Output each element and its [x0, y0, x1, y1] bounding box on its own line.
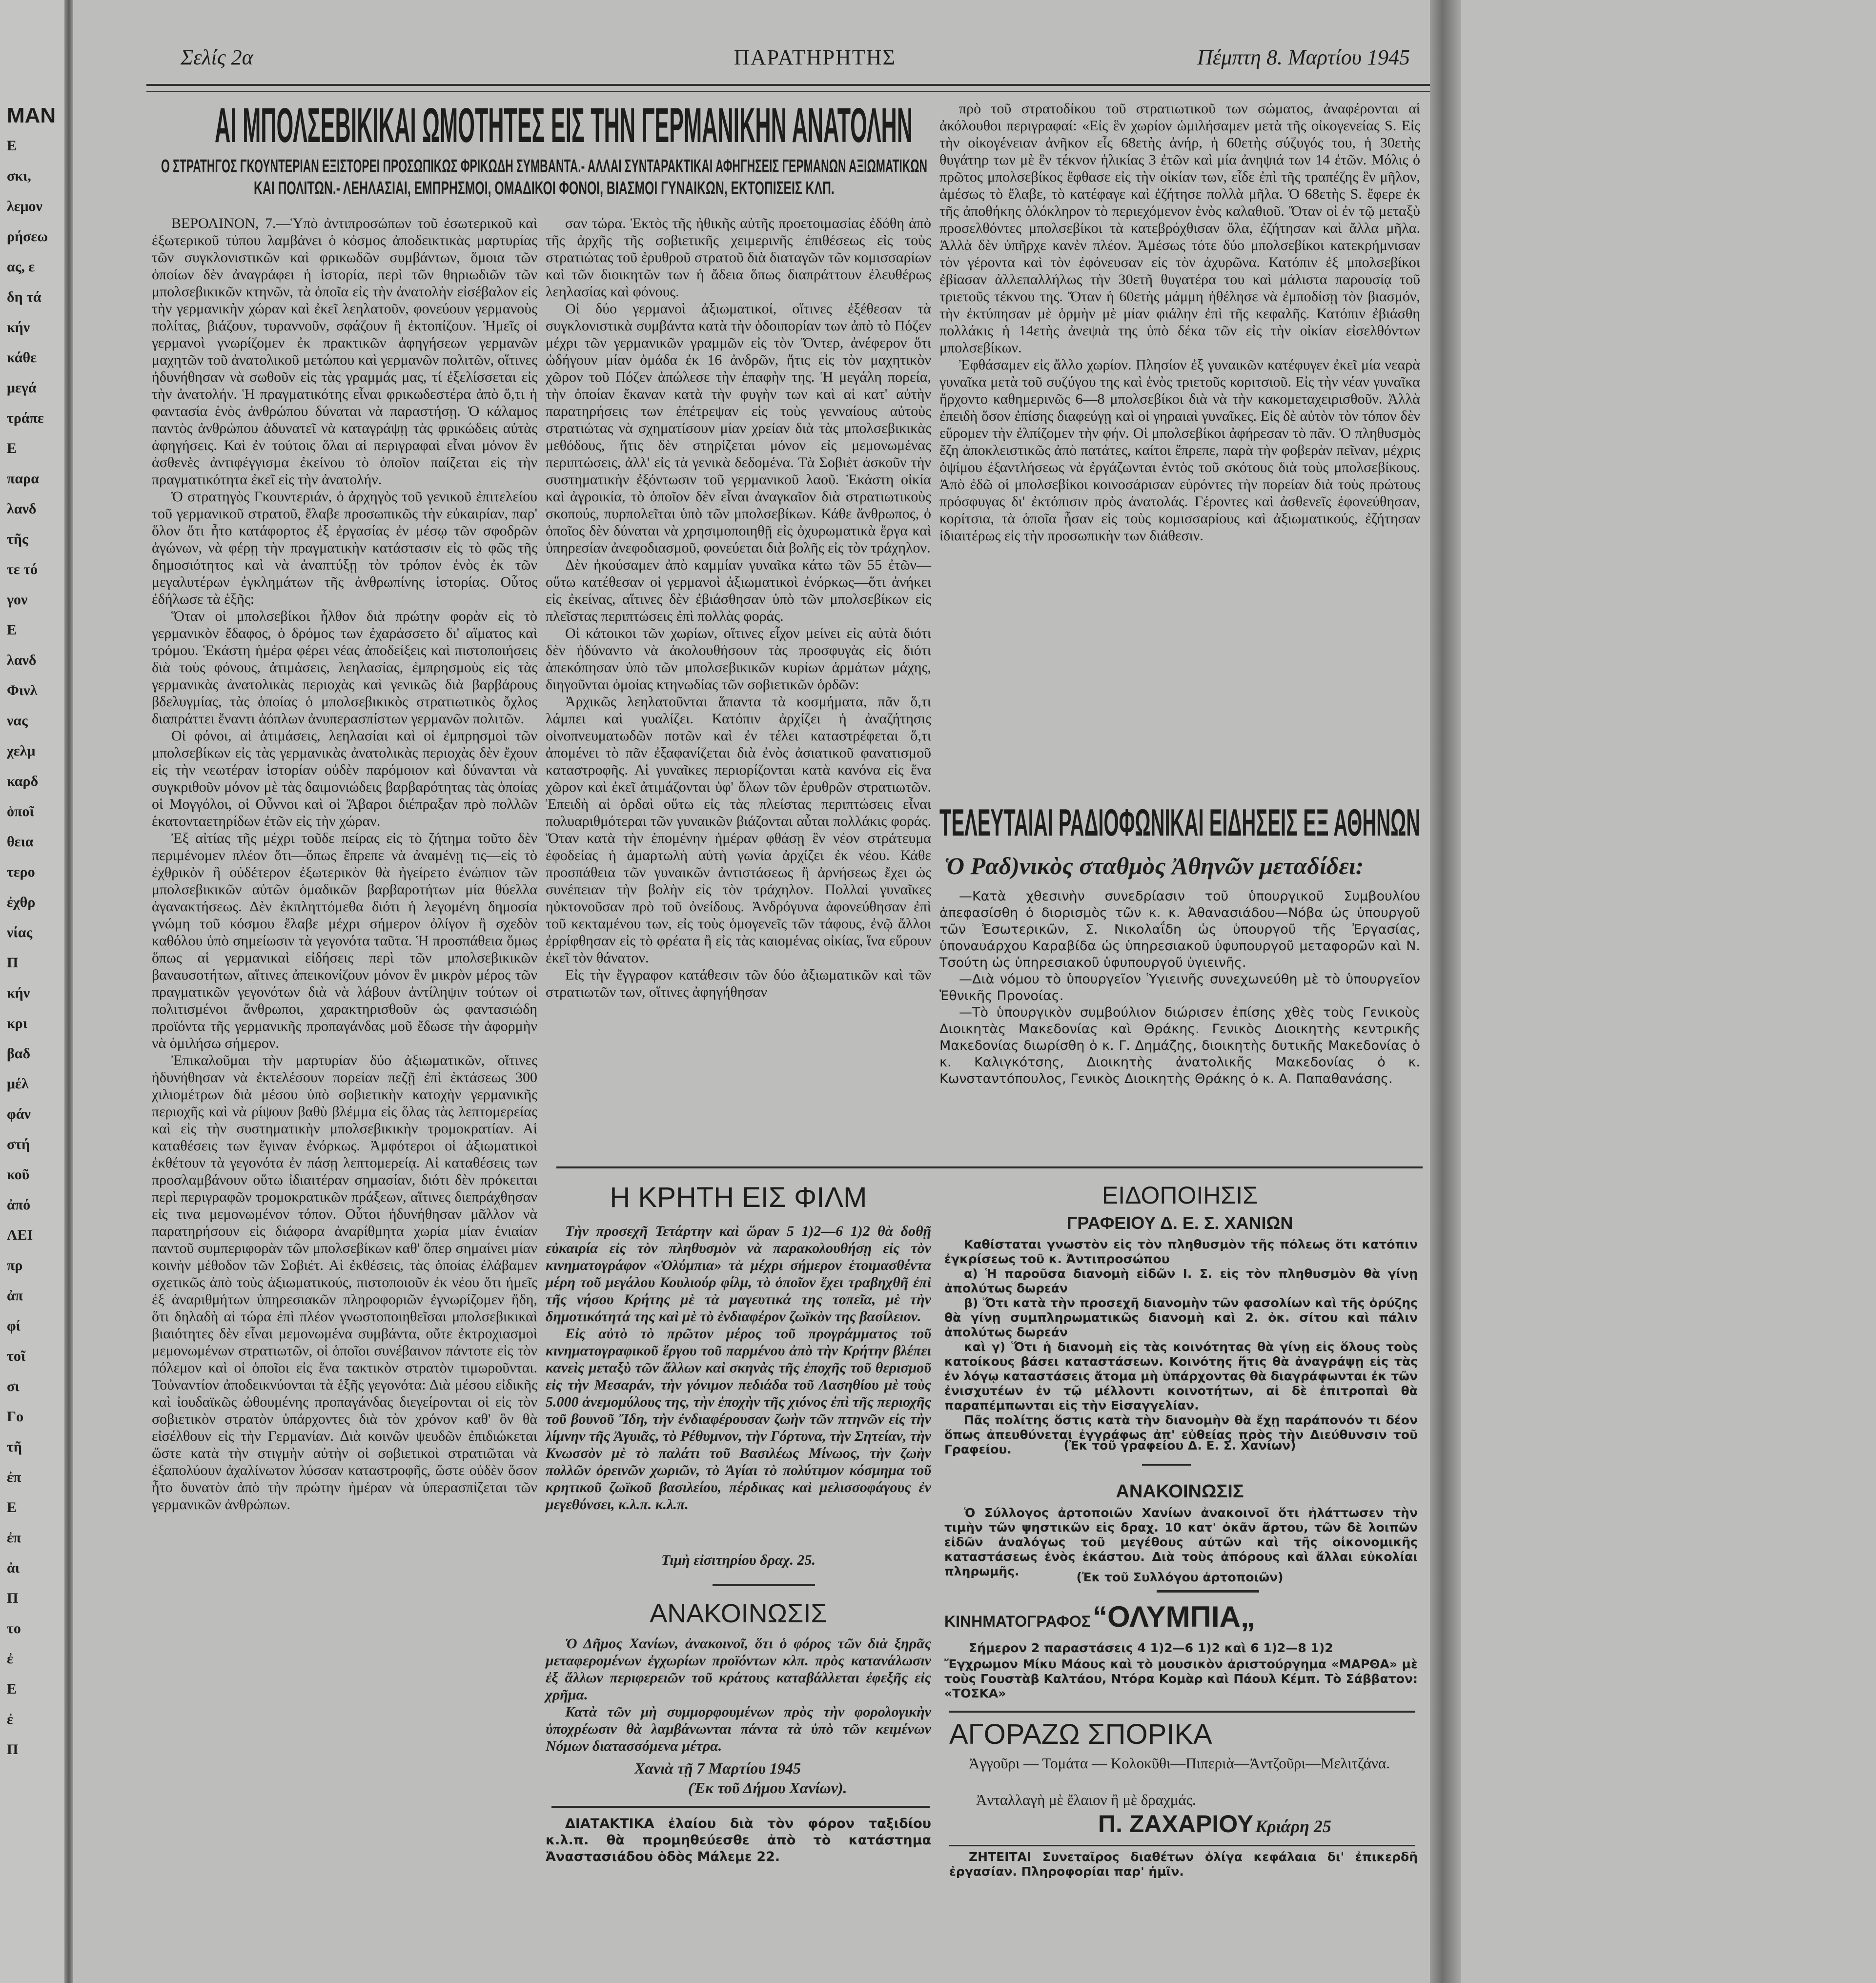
seeds-ad-exchange: Ἀνταλλαγὴ μὲ ἔλαιον ἢ μὲ δραχμάς.	[976, 1791, 1196, 1808]
paragraph: Εἰς τὴν ἔγγραφον κατάθεσιν τῶν δύο ἀξιωματικῶν καὶ τῶν στρατιωτῶν των, οἵτινες ἀφηγήθησαν	[546, 967, 931, 1000]
page-gutter	[64, 0, 73, 1983]
adjacent-page-fragment: πρ	[7, 1257, 23, 1273]
municipality-notice-date: Χανιὰ τῇ 7 Μαρτίου 1945	[634, 1759, 801, 1777]
paragraph: —Τὸ ὑπουργικὸν συμβούλιον διώρισεν ἐπίσης χθὲς τοὺς Γενικοὺς Διοικητὰς Μακεδονίας καὶ Θράκης. Γενικὸς Διοικητὴς κεντρικῆς Μακεδονίας διωρίσθη ὁ κ. Γ. Δημάζης, διοικητὴς δυτικῆς Μακεδονίας ὁ κ. Καλιγκότσης, Διοικητὴς ἀνατολικῆς Μακεδονίας ὁ κ. Κωνσταντόπουλος, Γενικὸς Διοικητὴς Θράκης ὁ κ. Α. Παπαθανάσης.	[939, 1005, 1420, 1086]
paragraph: καὶ γ) Ὅτι ἡ διανομὴ εἰς τὰς κοινότητας θὰ γίνῃ εἰς ὅλους τοὺς κατοίκους βάσει καταστάσεων. Κοινότης ἥτις θὰ ἀναγράψῃ εἰς τὰς ἐν λόγῳ καταστάσεις ἄτομα μὴ ὑπάρχοντας θὰ διαγράφωνται ἐκ τῶν ἐνισχυτέων ἐν τῷ μέλλοντι κοινοτήτων, αἱ δὲ ἐπιτροπαὶ θὰ παραπέμπωνται εἰς τὴν Εἰσαγγελίαν.	[944, 1340, 1418, 1412]
seeds-ad-items-text: Ἀγγοῦρι — Τομάτα — Κολοκῦθι—Πιπεριὰ—Ἀντζοῦρι—Μελιτζάνα.	[969, 1755, 1390, 1772]
adjacent-page-fragment: παρα	[7, 470, 39, 487]
paragraph: Οἱ φόνοι, αἱ ἀτιμάσεις, λεηλασίαι καὶ οἱ ἐμπρησμοὶ τῶν μπολσεβίκων εἰς τὰς γερμανικὰς ἀνατολικὰς περιοχὰς δὲν ἔχουν εἰς τὴν νεωτέραν ἱστορίαν οὐδὲν παρόμοιον καὶ δύνανται νὰ συγκριθοῦν μόνον μὲ τὰς δαιμονιώδεις βαρβαρότητας τὰς ὁποίας οἱ Μογγόλοι, οἱ Οὖννοι καὶ οἱ Ἄβαροι διέπραξαν πρὸ πολλῶν ἑκατονταετηρίδων ἐτῶν εἰς τὴν χώραν.	[152, 728, 537, 829]
adjacent-page-fragment: κρι	[7, 1015, 28, 1031]
adjacent-page-fragment: κήν	[7, 985, 30, 1001]
paragraph: Ἐφθάσαμεν εἰς ἄλλο χωρίον. Πλησίον ἐξ γυναικῶν κατέφυγεν ἐκεῖ μία νεαρὰ γυναῖκα μετὰ τοῦ συζύγου της καὶ ἑνὸς τριετοῦς κοριτσιοῦ. Εἰς τὴν νέαν γυναῖκα ἤρχοντο καθημερινῶς 6—8 μπολσεβίκοι διὰ νὰ τὴν κακομεταχειρισθοῦν. Ἀλλὰ ἐπειδὴ ὅσον ἐπίσης διαφεύγῃ καὶ οἱ γηραιαὶ γυναῖκες. Εἰς δὲ αὐτὸν τὸν τόπον δὲν εὕρομεν τὴν ἐλπίζομεν τὴν φήν. Οἱ μπολσεβίκοι ἀφήρεσαν τὸ πᾶν. Ὁ πληθυσμὸς ἔζη ἀποκλειστικῶς ἀπὸ πατάτες, καίτοι ἔπρεπε, παρὰ τὴν φοβερὰν πεῖναν, μέχρις ὀψίμου ἐξαντλήσεως νὰ ἐργάζωνται ἐντὸς τοῦ σκότους διὰ τοὺς μπολσεβίκους. Ἀπὸ ἐδῶ οἱ μπολσεβίκοι κοινοσάρισαν εὑρόντες τὴν πορείαν διὰ τοὺς πρώτους πρόσφυγας δι' ἐκτόπισιν πρὸς ἀνατολάς. Γέροντες καὶ ἀσθενεῖς ἐφονεύθησαν, κορίτσια, τὰ ὁποῖα ἦσαν εἰς τοὺς κομισσαρίους καὶ ἀξιωματικούς, ἐζήτησαν ἰδιαιτέρως εἰς τὴν προσωπικὴν των διάθεσιν.	[939, 357, 1420, 544]
seeds-ad-title: ΑΓΟΡΑΖΩ ΣΠΟΡΙΚΑ	[949, 1718, 1212, 1750]
adjacent-page-fragment: νίας	[7, 924, 33, 940]
adjacent-page-fragment: Ε	[7, 1681, 17, 1697]
des-notice-title: ΕΙΔΟΠΟΙΗΣΙΣ	[1101, 1182, 1258, 1209]
adjacent-page-fragment: ἐ	[7, 1651, 13, 1667]
paragraph: Κατὰ τῶν μὴ συμμορφουμένων πρὸς τὴν φορολογικὴν ὑποχρέωσιν θὰ λαμβάνωνται πάντα τὰ ὑπὸ τῶν κειμένων Νόμων διατασσόμενα μέτρα.	[546, 1704, 931, 1754]
adjacent-page-fragment: Π	[7, 955, 19, 971]
adjacent-page-fragment: φί	[7, 1318, 21, 1334]
des-notice-signature: (Ἐκ τοῦ γραφείου Δ. Ε. Σ. Χανίων)	[1063, 1438, 1296, 1452]
municipality-notice-signature: (Ἐκ τοῦ Δήμου Χανίων).	[688, 1779, 847, 1797]
seeds-ad-merchant	[1098, 1810, 1331, 1838]
adjacent-page-fragment: λανδ	[7, 652, 37, 668]
paragraph: ΒΕΡΟΛΙΝΟΝ, 7.—Ὑπὸ ἀντιπροσώπων τοῦ ἐσωτερικοῦ καὶ ἐξωτερικοῦ τύπου λαμβάνει ὁ κόσμος ἀποδεικτικὰς μαρτυρίας τῶν συγκλονιστικῶν καὶ φρικωδῶν συμβάντων, ὅμοια τῶν ὁποίων δὲν ἀναγράφει ἡ ἱστορία, περὶ τῶν θηριωδιῶν τῶν μπολσεβικικῶν κτηνῶν, τὰ ὁποῖα εἰς τὴν ἀνατολὴν εἰσέβαλον εἰς τὴν γερμανικὴν χώραν καὶ ἐκεῖ λεηλατοῦν, φονεύουν γερμανοὺς πολίτας, βιάζουν, τυραννοῦν, σφάζουν ἢ ἐκτοπίζουν. Ἡμεῖς οἱ γερμανοὶ γνωρίζομεν ἐκ πρακτικῶν ἀφηγήσεων γερμανῶν μαχητῶν τοῦ ἀνατολικοῦ μετώπου καὶ γερμανῶν πολιτῶν, οἵτινες ἠδυνήθησαν νὰ σωθοῦν εἰς τὰς γραμμάς μας, τί ἐξελίσσεται εἰς τὴν ἀνατολήν. Ἡ πραγματικότης εἶναι φρικωδεστέρα ἀπὸ ὅ,τι ἡ φαντασία ἑνὸς ἀνθρώπου δύναται νὰ παραστήσῃ. Ὁ κάλαμος παντὸς ἀνθρώπου ἀδυνατεῖ νὰ καταγράψῃ τὰς φρικώδεις αὐτὰς ἀφηγήσεις. Καὶ ἐν τούτοις ὅλαι αἱ περιγραφαὶ εἶναι μόνον ἓν ἀσθενὲς ἀντιφέγγισμα ἐκείνου τὸ ὁποῖον παίζεται εἰς τὴν πραγματικότητα ἐκεῖ εἰς τὴν ἀνατολήν.	[152, 215, 537, 488]
adjacent-page-fragment: ἐ	[7, 1711, 13, 1727]
adjacent-page-fragment: σκι,	[7, 168, 31, 184]
paragraph: Ἐξ αἰτίας τῆς μέχρι τοῦδε πείρας εἰς τὸ ζήτημα τοῦτο δὲν περιμένομεν πλέον ὅτι—ὅπως ἔπρεπε νὰ ἀναμένῃ τις—εἰς τὸ ἐχθρικὸν ἢ οὐδέτερον ἐξωτερικὸν θὰ ἠγείρετο ἐνώπιον τῶν μπολσεβικικῶν αὐτῶν ὁμαδικῶν βαρβαροτήτων μία θύελλα ἀγανακτήσεως. Δὲν ἐκπληττόμεθα διότι ἡ λεγομένη δημοσία γνώμη τοῦ κόσμου ἔλαβε μέχρι σήμερον ὀλίγον ἢ σχεδὸν καθόλου ὑπὸ σημείωσιν τὰ γεγονότα ταῦτα. Ἡ προσπάθεια ὅμως ὅπως αἱ γερμανικαὶ εἰδήσεις περὶ τῶν μπολσεβικικῶν βαναυσοτήτων, αἵτινες ἀπεικονίζουν μόνον ἓν μικρὸν μέρος τῶν πραγματικῶν γεγονότων διὰ νὰ λάβουν ἀντίληψιν τούτων οἱ πολιτισμένοι ἄνθρωποι, χαρακτηρισθοῦν ὡς φαντασιώδη προϊόντα τῆς γερμανικῆς προπαγάνδας μοῦ ἔδωσε τὴν ἀφορμὴν νὰ ὁμιλήσω σήμερον.	[152, 830, 537, 1051]
article-column-3	[939, 100, 1420, 786]
des-notice-subtitle: ΓΡΑΦΕΙΟΥ Δ. Ε. Σ. ΧΑΝΙΩΝ	[1066, 1213, 1293, 1233]
adjacent-page-fragment: ΜΑΝ	[7, 103, 56, 127]
subheadline-text: Ο ΣΤΡΑΤΗΓΟΣ ΓΚΟΥΝΤΕΡΙΑΝ ΕΞΙΣΤΟΡΕΙ ΠΡΟΣΩΠΙΚΩΣ ΦΡΙΚΩΔΗ ΣΥΜΒΑΝΤΑ.- ΑΛΛΑΙ ΣΥΝΤΑΡΑΚΤΙΚΑΙ ΑΦΗΓΗΣΕΙΣ ΓΕΡΜΑΝΩΝ ΑΞΙΩΜΑΤΙΚΩΝ	[161, 156, 928, 177]
paragraph: Ἀρχικῶς λεηλατοῦνται ἅπαντα τὰ κοσμήματα, πᾶν ὅ,τι λάμπει καὶ γυαλίζει. Κατόπιν ἀρχίζει ἡ ἀναζήτησις οἰνοπνευματωδῶν ποτῶν καὶ ἐν τέλει καταστρέφεται ὅ,τι ἀπομένει τὸ πᾶν ἐξαφανίζεται διὰ ἐνὸς ἀσιατικοῦ φανατισμοῦ καταστροφῆς. Αἱ γυναῖκες περιορίζονται κατὰ κανόνα εἰς ἕνα χῶρον καὶ ἐκεῖ ἀτιμάζονται ὑφ' ὅλων τῶν ἐρυθρῶν στρατιωτῶν. Ἐπειδὴ αἱ ὁρδαὶ οὕτω εἰς τὰς πλείστας περιπτώσεις εἶναι πολυαριθμότεραι τῶν γυναικῶν βιάζονται αὗται πολλάκις φοράς. Ὅταν κατὰ τὴν ἑπομένην ἡμέραν φθάσῃ ἓν νέον στράτευμα ἐφοδείας ἡ ἁμαρτωλὴ αὐτὴ γωνία ἀρχίζει ἐκ νέου. Κάθε προσπάθεια τῶν γυναικῶν ἀντιστάσεως ἢ ἀρνήσεως ἔχει ὡς συνέπειαν τὴν βολὴν εἰς τὸν τράχηλον. Πολλαὶ γυναῖκες ηὐκτονοῦσαν πρὸ τοῦ ὀνείδους. Ἀνδρόγυνα ἀφονεύθησαν ἐπὶ τοῦ κεκταμένου των, εἰς τοὺς ὁμογενεῖς τῶν τάφους, ἐνῷ ἄλλοι ἐρρίφθησαν εἰς τὸ φρέατα ἢ εἰς τὰς καιομένας οἰκίας, ἵνα εὕρουν ἐκεῖ τὸν θάνατον.	[546, 694, 931, 966]
adjacent-page-fragment: ας, ε	[7, 259, 35, 275]
subheadline-line-2	[254, 178, 835, 199]
radio-news-body	[939, 888, 1420, 1157]
radio-news-subheadline: Ὁ Ραδ)νικὸς σταθμὸς Ἀθηνῶν μεταδίδει:	[944, 852, 1364, 879]
paragraph: Καθίσταται γνωστὸν εἰς τὸν πληθυσμὸν τῆς πόλεως ὅτι κατόπιν ἐγκρίσεως τοῦ κ. Ἀντιπροσώπου	[944, 1237, 1418, 1266]
crete-film-price: Τιμὴ εἰσιτηρίου δραχ. 25.	[661, 1552, 816, 1568]
adjacent-page-fragment: Ε	[7, 138, 17, 154]
page-edge	[1430, 0, 1461, 1983]
adjacent-page-fragment: ρήσεω	[7, 228, 48, 245]
paragraph: Δὲν ἠκούσαμεν ἀπὸ καμμίαν γυναῖκα κάτω τῶν 55 ἐτῶν—οὕτω κατέθεσαν οἱ γερμανοὶ ἀξιωματικοὶ ἐνόρκως—ὅτι ἀνήκει εἰς ἐκείνας, αἵτινες δὲν ἐβιάσθησαν ὑπὸ τῶν μπολσεβίκων εἰς πλεῖστας περιπτώσεις ἐπὶ πολλὰς φοράς.	[546, 557, 931, 624]
adjacent-page-fragment: στή	[7, 1136, 30, 1152]
adjacent-page-fragment: ἐχθρ	[7, 894, 36, 910]
adjacent-page-fragment: Φινλ	[7, 682, 38, 698]
paragraph: Ἐπικαλοῦμαι τὴν μαρτυρίαν δύο ἀξιωματικῶν, οἵτινες ἠδυνήθησαν νὰ ἐκτελέσουν πορείαν πεζῇ ἐπὶ ἐκτάσεως 300 χιλιομέτρων διὰ μέσου ὑπὸ σοβιετικὴν κατοχὴν γερμανικῆς περιοχῆς καὶ νὰ ρίψουν βαθὺ βλέμμα εἰς ὅλας τὰς λεπτομερείας καὶ εἰς τὴν συστηματικὴν μπολσεβικικὴν τρομοκρατίαν. Αἱ καταθέσεις των ἔγιναν ἐνόρκως. Ἀμφότεροι οἱ ἀξιωματικοὶ ἐκθέτουν τὰ γεγονότα ἐν πάσῃ λεπτομερείᾳ. Αἱ καταθέσεις των προσλαμβάνουν οὕτω ἰδιαιτέραν σημασίαν, διότι δὲν πρόκειται περὶ περιγραφῶν τρομοκρατικῶν πράξεων, αἵτινες διεπράχθησαν εἰς τινα μεμονωμένον τόπον. Οὗτοι ἠδυνήθησαν μᾶλλον νὰ παρατηρήσουν εἰς διάφορα ἀναρίθμητα χωρία μίαν ἑνιαίαν παντοῦ συμπεριφορὰν τῶν μπολσεβίκων καθ' ὅπερ σημαίνει μίαν κοινὴν μέθοδον τῶν Σοβιέτ. Αἱ ἐκθέσεις, τὰς ὁποίας ἐλάβαμεν σχετικῶς ἀπὸ τοὺς ἀξιωματικούς, πιστοποιοῦν ἐκ νέου ὅτι ἡμεῖς ἐξ ἀναριθμήτων ὑπηρεσιακῶν πληροφοριῶν ἐγνωρίζομεν ἤδη, ὅτι δηλαδὴ αἱ τώρα ἐπὶ πλέον γνωστοποιηθεῖσαι μπολσεβικικαὶ βιαιότητες δὲν εἶναι μεμονωμένα συμβάντα, οὔτε ἐκτροχιασμοὶ μεμονωμένων στρατιωτῶν, οἱ ὁποῖοι συνέβαινον πάντοτε εἰς τὸν πόλεμον καὶ οἱ ὁποῖοι εἰς ἕνα τακτικὸν στρατὸν τιμωροῦνται. Τοὐναντίον ἀποδεικνύονται τὰ ἑξῆς γεγονότα: Διὰ μέσου εἰδικῆς καὶ ἰουδαϊκῶς ὠθουμένης προπαγάνδας διεγείρονται οἱ εἰς τὸν σοβιετικὸν στρατὸν ὑπάρχοντες διὰ τὸν χρόνον καθ' ὃν θὰ εἰσέλθουν εἰς τὴν Γερμανίαν. Διὰ κοινῶν ψευδῶν ἐπιδιώκεται ὥστε κατὰ τὴν στιγμὴν αὐτὴν οἱ σοβιετικοὶ στρατιῶται νὰ ἐξαπολύουν ἀχαλίνωτον λύσσαν καταστροφῆς, ὥστε οὐδὲν ὅσον ἦτο δυνατὸν ἀπὸ τὴν πρώτην ἡμέραν νὰ ὑπερασπίζεται τῶν γερμανικῶν ἀνθρώπων.	[152, 1052, 537, 1513]
cinema-ad-label: ΚΙΝΗΜΑΤΟΓΡΑΦΟΣ	[944, 1613, 1091, 1630]
bakers-notice-signature: (Ἐκ τοῦ Συλλόγου ἀρτοποιῶν)	[1076, 1570, 1284, 1584]
section-divider	[556, 1166, 1423, 1168]
short-divider	[1157, 1590, 1259, 1593]
paragraph: —Διὰ νόμου τὸ ὑπουργεῖον Ὑγιεινῆς συνεχωνεύθη μὲ τὸ ὑπουργεῖον Ἐθνικῆς Προνοίας.	[939, 972, 1420, 1003]
newspaper-name: ΠΑΡΑΤΗΡΗΤΗΣ	[734, 45, 897, 69]
bakers-notice-title: ΑΝΑΚΟΙΝΩΣΙΣ	[1116, 1481, 1244, 1502]
adjacent-page-fragment: Π	[7, 1590, 19, 1606]
adjacent-page-fragment: θεια	[7, 834, 34, 850]
paragraph: α) Ἡ παροῦσα διανομὴ εἰδῶν Ι. Σ. εἰς τὸν πληθυσμὸν θὰ γίνῃ ἀπολύτως δωρεάν	[944, 1267, 1418, 1295]
municipality-notice-title: ΑΝΑΚΟΙΝΩΣΙΣ	[650, 1599, 827, 1628]
main-headline	[215, 98, 913, 154]
adjacent-page-fragment: Ε	[7, 622, 17, 638]
crete-film-body	[546, 1223, 931, 1550]
page-number: Σελίς 2α	[181, 45, 253, 69]
paragraph: Τὴν προσεχῆ Τετάρτην καὶ ὥραν 5 1)2—6 1)2 θὰ δοθῇ εὐκαιρία εἰς τὸν πληθυσμὸν νὰ παρακολουθήσῃ εἰς τὸν κινηματογράφον «Ὀλύμπια» τὰ μέχρι σήμερον ἑτοιμασθέντα μέρη τοῦ μεγάλου Κουλιούρ φίλμ, τὸ ὁποῖον ἔχει τραβηχθῆ ἐπὶ τῆς νήσου Κρήτης μὲ τὰ μαγευτικά της τοπεῖα, μὲ τὴν δημοτικότητά της καὶ μὲ τὸ ἐνδιαφέρον ζωϊκὸν της βασίλειον.	[546, 1223, 931, 1325]
adjacent-page-fragment: τῆς	[7, 531, 28, 547]
article-column-1	[152, 215, 537, 1864]
cinema-program	[944, 1657, 1418, 1706]
issue-date: Πέμπτη 8. Μαρτίου 1945	[1197, 45, 1410, 69]
cinema-name: “ΟΛΥΜΠΙΑ„	[1093, 1600, 1255, 1633]
main-headline-text: ΑΙ ΜΠΟΛΣΕΒΙΚΙΚΑΙ ΩΜΟΤΗΤΕΣ ΕΙΣ ΤΗΝ ΓΕΡΜΑΝΙΚΗΝ ΑΝΑΤΟΛΗΝ	[215, 98, 913, 153]
paragraph: σαν τώρα. Ἐκτὸς τῆς ἠθικῆς αὐτῆς προετοιμασίας ἐδόθη ἀπὸ τῆς ἀρχῆς τῆς σοβιετικῆς χειμερινῆς ἐπιθέσεως εἰς τοὺς στρατιώτας τοῦ ἐρυθροῦ στρατοῦ διὰ διαταγῶν τῶν κομισσαρίων καὶ τῶν διοικητῶν των ἡ ἄδεια ὅπως διαπράττουν ἐλευθέρως λεηλασίας καὶ φόνους.	[546, 215, 931, 300]
adjacent-page-fragment: γον	[7, 592, 28, 608]
paragraph: Ὁ Δῆμος Χανίων, ἀνακοινοῖ, ὅτι ὁ φόρος τῶν διὰ ξηρᾶς μεταφερομένων ἐγχωρίων προϊόντων κλπ. πρὸς κατανάλωσιν ἐξ ἄλλων περιφερειῶν τοῦ κράτους καταβάλλεται ἐφεξῆς εἰς χρῆμα.	[546, 1635, 931, 1703]
radio-news-headline	[939, 800, 1420, 845]
adjacent-page-fragment: Ε	[7, 1499, 17, 1515]
adjacent-page-fragment: το	[7, 1620, 21, 1636]
adjacent-page-fragment: ἀι	[7, 1560, 20, 1576]
cinema-program-text: Ἔγχρωμον Μίκυ Μάους καὶ τὸ μουσικὸν ἀριστούργημα «ΜΑΡΘΑ» μὲ τοὺς Γουστὰβ Καλτάου, Ντόρα Κομὰρ καὶ Πάουλ Κέμπ. Τὸ Σάββατον: «ΤΟΣΚΑ»	[944, 1657, 1418, 1700]
partner-wanted-text: ΖΗΤΕΙΤΑΙ Συνεταῖρος διαθέτων ὀλίγα κεφάλαια δι' ἐπικερδῆ ἐργασίαν. Πληροφορίαι παρ' ἡμῖν.	[949, 1850, 1418, 1879]
adjacent-page-fragment: ΛΕΙ	[7, 1227, 33, 1243]
adjacent-page-fragment: βαδ	[7, 1045, 31, 1062]
adjacent-page-fragment: ὁποῖ	[7, 803, 34, 819]
subheadline-line-1	[161, 156, 927, 177]
section-divider	[551, 1806, 930, 1808]
cinema-showtimes: Σήμερον 2 παραστάσεις 4 1)2—6 1)2 καὶ 6 1)2—8 1)2	[969, 1641, 1333, 1655]
adjacent-page-fragment: Ε	[7, 440, 17, 456]
short-divider	[1142, 1464, 1191, 1466]
adjacent-page-fragment: μεγά	[7, 380, 37, 396]
paragraph: β) Ὅτι κατὰ τὴν προσεχῆ διανομὴν τῶν φασολίων καὶ τῆς ὀρύζης θὰ γίνῃ συμπληρωματικῶς διανομὴ καὶ 2. ὀκ. σίτου καὶ πάλιν ἀπολύτως δωρεάν	[944, 1296, 1418, 1339]
adjacent-page-fragment: ἐπ	[7, 1530, 21, 1546]
adjacent-page-fragment: τῆ	[7, 1439, 22, 1455]
adjacent-page-fragment: τοῖ	[7, 1348, 26, 1364]
bakers-notice-text: Ὁ Σύλλογος ἀρτοποιῶν Χανίων ἀνακοινοῖ ὅτι ἠλάττωσεν τὴν τιμὴν τῶν ψηστικῶν εἰς δραχ. 10 κατ' ὀκᾶν ἄρτου, τῶν δὲ λοιπῶν εἰδῶν ἀναλόγως τοῦ μεγέθους αὐτῶν καὶ τῆς οἰκονομικῆς καταστάσεως ἑνὸς ἑκάστου. Διὰ τοὺς ἀπόρους καὶ ἄλλαι εὐκολίαι πληρωμῆς.	[944, 1506, 1418, 1578]
cinema-ad-heading	[944, 1600, 1255, 1634]
municipality-notice-body	[546, 1635, 931, 1757]
adjacent-page-fragment: Γο	[7, 1409, 24, 1425]
section-divider	[949, 1711, 1415, 1713]
paragraph: πρὸ τοῦ στρατοδίκου τοῦ στρατιωτικοῦ των σώματος, ἀναφέρονται αἱ ἀκόλουθοι περιγραφαί: «Εἰς ἓν χωρίον ὡμιλήσαμεν μετὰ τῆς οἰκογενείας S. Εἰς τὴν οἰκογένειαν ἀνῆκον εἷς 68ετὴς ἀνήρ, ἡ 60ετὴς σύζυγός του, ἡ 30ετὴς θυγάτηρ των μὲ ἓν τέκνον ἡλικίας 3 ἐτῶν καὶ μία ἀνηψιά των 14 ἐτῶν. Μόλις ὁ πρῶτος μπολσεβίκος ἔφθασε εἰς τὴν οἰκίαν των, εἶδε ἐπὶ τῆς τραπέζης ἓν μῆλον, ἀμέσως τὸ ἔλαβε, τὸ κατέφαγε καὶ ἐζήτησε πολλὰ μῆλα. Ὁ 68ετὴς S. ἔφερε ἐκ τῆς ἀποθήκης ὁλόκληρον τὸ περιεχόμενον ἑνὸς καλαθιοῦ. Ὅταν οἱ ἐν τῷ μεταξὺ προσελθόντες μπολσεβίκοι τὰ κατεβρόχθισαν ὅλα, ἐζήτησαν καὶ ἄλλα μῆλα. Ἀλλὰ δὲν ὑπῆρχε κανὲν πλέον. Ἀμέσως τότε δύο μπολσεβίκοι κατεκρήμνισαν τὸν γέροντα καὶ τὸν ἐφόνευσαν εἰς τὸν ἀχυρῶνα. Κατόπιν ἐξ μπολσεβίκοι ἐβίασαν ἀλλεπαλλήλως τὴν 30ετῆ θυγατέρα του καὶ μάλιστα παρουσίᾳ τοῦ τριετοῦς τέκνου της. Ὅταν ἡ 60ετὴς μάμμη ἠθέλησε νὰ ἐμποδίσῃ τὸν βιασμόν, τὴν ἐκτύπησαν μὲ ὁρμὴν μὲ μίαν φιάλην ἐπὶ τῆς κεφαλῆς. Κατόπιν ἐβιάσθη πολλάκις ἡ 14ετὴς ἀνεψιὰ της ὑπὸ δέκα τῶν εἰς τὴν οἰκίαν εἰσελθόντων μπολσεβίκων.	[939, 101, 1420, 356]
paragraph: Πᾶς πολίτης ὅστις κατὰ τὴν διανομὴν θὰ ἔχῃ παράπονόν τι δέον ὅπως ἀπευθύνεται ἐγγράφως ἀπ' εὐθείας πρὸς τὴν Διεύθυνσιν τοῦ Γραφείου.	[944, 1413, 1418, 1456]
radio-news-headline-text: ΤΕΛΕΥΤΑΙΑΙ ΡΑΔΙΟΦΩΝΙΚΑΙ ΕΙΔΗΣΕΙΣ ΕΞ ΑΘΗΝΩΝ	[939, 801, 1421, 844]
crete-film-title: Η ΚΡΗΤΗ ΕΙΣ ΦΙΛΜ	[610, 1182, 867, 1213]
adjacent-page-fragment: λεμον	[7, 198, 42, 214]
adjacent-page-fragment: τερο	[7, 864, 35, 880]
paragraph: Οἱ δύο γερμανοὶ ἀξιωματικοί, οἵτινες ἐξέθεσαν τὰ συγκλονιστικὰ συμβάντα κατὰ τὴν ὁδοιπορίαν των ἀπὸ τὸ Πόζεν μέχρι τῶν γερμανικῶν γραμμῶν εἰς τὸν Ὄντερ, ἀνέφερον ὅτι ὡδήγουν μίαν ὁμάδα ἐκ 16 ἀνδρῶν, ἥτις εἰς τὸν μαχητικὸν χῶρον τοῦ Πόζεν ἀπώλεσε τὴν ἐπαφὴν της. Ἡ μεγάλη πορεία, τὴν ὁποίαν ἔκαναν κατὰ τὴν φυγὴν των καὶ αἱ κατ' αὐτὴν παρατηρήσεις των ἐπέτρεψαν εἰς τοὺς γενναίους αὐτοὺς στρατιώτας νὰ σχηματίσουν μίαν χρείαν διὰ τὰς μπολσεβικικὰς μεθόδους, ἥτις δὲν στηρίζεται μόνον εἰς μεμονωμένας περιπτώσεις, ἀλλ' εἰς τὰ γενικὰ δεδομένα. Τὰ Σοβιὲτ ἀσκοῦν τὴν συστηματικὴν ἐξόντωσιν τοῦ γερμανικοῦ λαοῦ. Ἑκάστη οἰκία καὶ ἀγροικία, τὸ ὁποῖον δὲν εἶναι ἀναγκαῖον διὰ στρατιωτικοὺς σκοπούς, πυρπολεῖται ὑπὸ τῶν μπολσεβίκων. Κάθε ἄνθρωπος, ὁ ὁποῖος δὲν δύναται νὰ χρησιμοποιηθῇ εἰς ὀχυρωματικὰ ἔργα καὶ ὑπηρεσίαν ἀνεφοδιασμοῦ, φονεύεται διὰ βολῆς εἰς τὸν τράχηλον.	[546, 301, 931, 556]
adjacent-page-strip	[0, 0, 64, 1983]
adjacent-page-fragment: χελμ	[7, 743, 36, 759]
adjacent-page-fragment: ἀπ	[7, 1288, 23, 1304]
adjacent-page-fragment: ἐπ	[7, 1469, 21, 1485]
paragraph: Ὅταν οἱ μπολσεβίκοι ἦλθον διὰ πρώτην φορὰν εἰς τὸ γερμανικὸν ἔδαφος, ὁ δρόμος των ἐχαράσσετο δι' αἵματος καὶ τρόμου. Ἑκάστη ἡμέρα φέρει νέας ἀποδείξεις καὶ πιστοποιήσεις διὰ τοὺς φόνους, ἀτιμάσεις, λεηλασίας, ἐμπρησμοὺς εἰς τὰς γερμανικὰς ἀνατολικὰς περιοχὰς καὶ γενικῶς διὰ βαρβάρους βδελυγμίας, τὰς ὁποίας ὁ μπολσεβικικὸς στρατιωτικὸς ὄχλος διαπράττει ἔναντι ἀόπλων ἀνυπερασπίστων γερμανῶν πολιτῶν.	[152, 608, 537, 727]
adjacent-page-fragment: τε τό	[7, 561, 38, 577]
adjacent-page-fragment: λανδ	[7, 501, 37, 517]
adjacent-page-fragment: τράπε	[7, 410, 44, 426]
adjacent-page-fragment: σι	[7, 1378, 20, 1394]
subheadline-text: ΚΑΙ ΠΟΛΙΤΩΝ.- ΛΕΗΛΑΣΙΑΙ, ΕΜΠΡΗΣΜΟΙ, ΟΜΑΔΙΚΟΙ ΦΟΝΟΙ, ΒΙΑΣΜΟΙ ΓΥΝΑΙΚΩΝ, ΕΚΤΟΠΙΣΕΙΣ ΚΛΠ.	[254, 178, 835, 199]
adjacent-page-fragment: δη τά	[7, 289, 41, 305]
partner-wanted-ad	[949, 1850, 1418, 1884]
adjacent-page-fragment: μέλ	[7, 1076, 29, 1092]
classified-oil-text: ΔΙΑΤΑΚΤΙΚΑ ἐλαίου διὰ τὸν φόρον ταξιδίου κ.λ.π. θὰ προμηθεύεσθε ἀπὸ τὸ κατάστημα Ἀναστασιάδου ὁδὸς Μάλεμε 22.	[546, 1816, 931, 1864]
masthead-rule	[146, 84, 1430, 92]
adjacent-page-fragment: κάθε	[7, 349, 37, 366]
merchant-address: Κριάρη 25	[1255, 1817, 1331, 1836]
adjacent-page-fragment: κήν	[7, 319, 30, 335]
section-divider	[949, 1845, 1415, 1846]
adjacent-page-fragment: κοῦ	[7, 1166, 30, 1183]
article-column-2	[546, 215, 931, 1157]
adjacent-page-fragment: καρδ	[7, 773, 39, 789]
adjacent-page-fragment: ἀπό	[7, 1197, 31, 1213]
classified-oil-ad	[546, 1816, 931, 1869]
adjacent-page-fragment: φάν	[7, 1106, 31, 1122]
seeds-ad-items	[949, 1755, 1418, 1791]
adjacent-page-fragment: νας	[7, 713, 28, 729]
paragraph: Ὁ στρατηγὸς Γκουντεριάν, ὁ ἀρχηγὸς τοῦ γενικοῦ ἐπιτελείου τοῦ γερμανικοῦ στρατοῦ, ἔλαβε προσωπικῶς τὴν εὐκαιρίαν, παρ' ὅλον ὅτι ἦτο κατάφορτος ἐξ ἐργασίας ἐν μέσῳ τῶν σφοδρῶν ἀγώνων, νὰ φέρῃ τὴν πραγματικὴν κατάστασιν εἰς τὸ φῶς τῆς δημοσιότητος καὶ νὰ ἀναπτύξῃ τὸν τρόπον ἑνὸς ἐκ τῶν μεγαλυτέρων ἐγκλημάτων τῆς ἀνθρωπίνης ἱστορίας. Οὗτος ἐδήλωσε τὰ ἑξῆς:	[152, 489, 537, 607]
adjacent-page-fragment: Π	[7, 1741, 19, 1758]
paragraph: —Κατὰ χθεσινὴν συνεδρίασιν τοῦ ὑπουργικοῦ Συμβουλίου ἀπεφασίσθη ὁ διορισμὸς τῶν κ. κ. Ἀθανασιάδου—Νόβα ὡς ὑπουργοῦ τῶν Ἐσωτερικῶν, Σ. Νικολαΐδη ὡς ὑπουργοῦ τῆς Ἐργασίας, ὑποναυάρχου Καραβίδα ὡς ὑπηρεσιακοῦ ὑφυπουργοῦ μεταφορῶν καὶ Ν. Τσούτη ὡς ὑπηρεσιακοῦ ὑφυπουργοῦ ὑγιεινῆς.	[939, 889, 1420, 970]
paragraph: Εἰς αὐτὸ τὸ πρῶτον μέρος τοῦ προγράμματος τοῦ κινηματογραφικοῦ ἔργου τοῦ παρμένου ἀπὸ τὴν Κρήτην βλέπει κανεὶς μεταξὺ τῶν ἄλλων καὶ σκηνὰς τῆς ἐποχῆς τοῦ θερισμοῦ εἰς τὴν Μεσαράν, τὴν γόνιμον πεδιάδα τοῦ Λασηθίου μὲ τοὺς 5.000 ἀνεμομύλους της, τὴν ἐποχὴν τῆς χιόνος ἐπὶ τῆς περιοχῆς τοῦ βουνοῦ Ἴδη, τὴν ἐνδιαφέρουσαν ζωὴν τῶν πτηνῶν εἰς τὴν λίμνην τῆς Ἀγυιᾶς, τὸ Ρέθυμνον, τὴν Γόρτυνα, τὴν Σητείαν, τὴν Κνωσσὸν μὲ τὸ παλάτι τοῦ Βασιλέως Μίνωος, τὴν ζωὴν πολλῶν ὀρεινῶν χωριῶν, τὸ Ἀγίαι τὸ πολύτιμον κόσμημα τοῦ κρητικοῦ ζωϊκοῦ βασιλείου, πέρδικας καὶ μελισσοφάγους ἐν μεγεθύνσει, κ.λ.π. κ.λ.π.	[546, 1326, 931, 1513]
paragraph: Οἱ κάτοικοι τῶν χωρίων, οἵτινες εἶχον μείνει εἰς αὐτὰ διότι δὲν ἠδύναντο νὰ ἀκολουθήσουν τὰς προσφυγὰς εἰς διότι ἀπεκόπησαν ὑπὸ τῶν μπολσεβικικῶν κυρίων ἁρμάτων μάχης, διηγοῦνται ὁμοίας κτηνωδίας τῶν σοβιετικῶν ὁρδῶν:	[546, 625, 931, 693]
short-divider	[713, 1584, 815, 1586]
merchant-name: Π. ΖΑΧΑΡΙΟΥ	[1098, 1810, 1254, 1838]
